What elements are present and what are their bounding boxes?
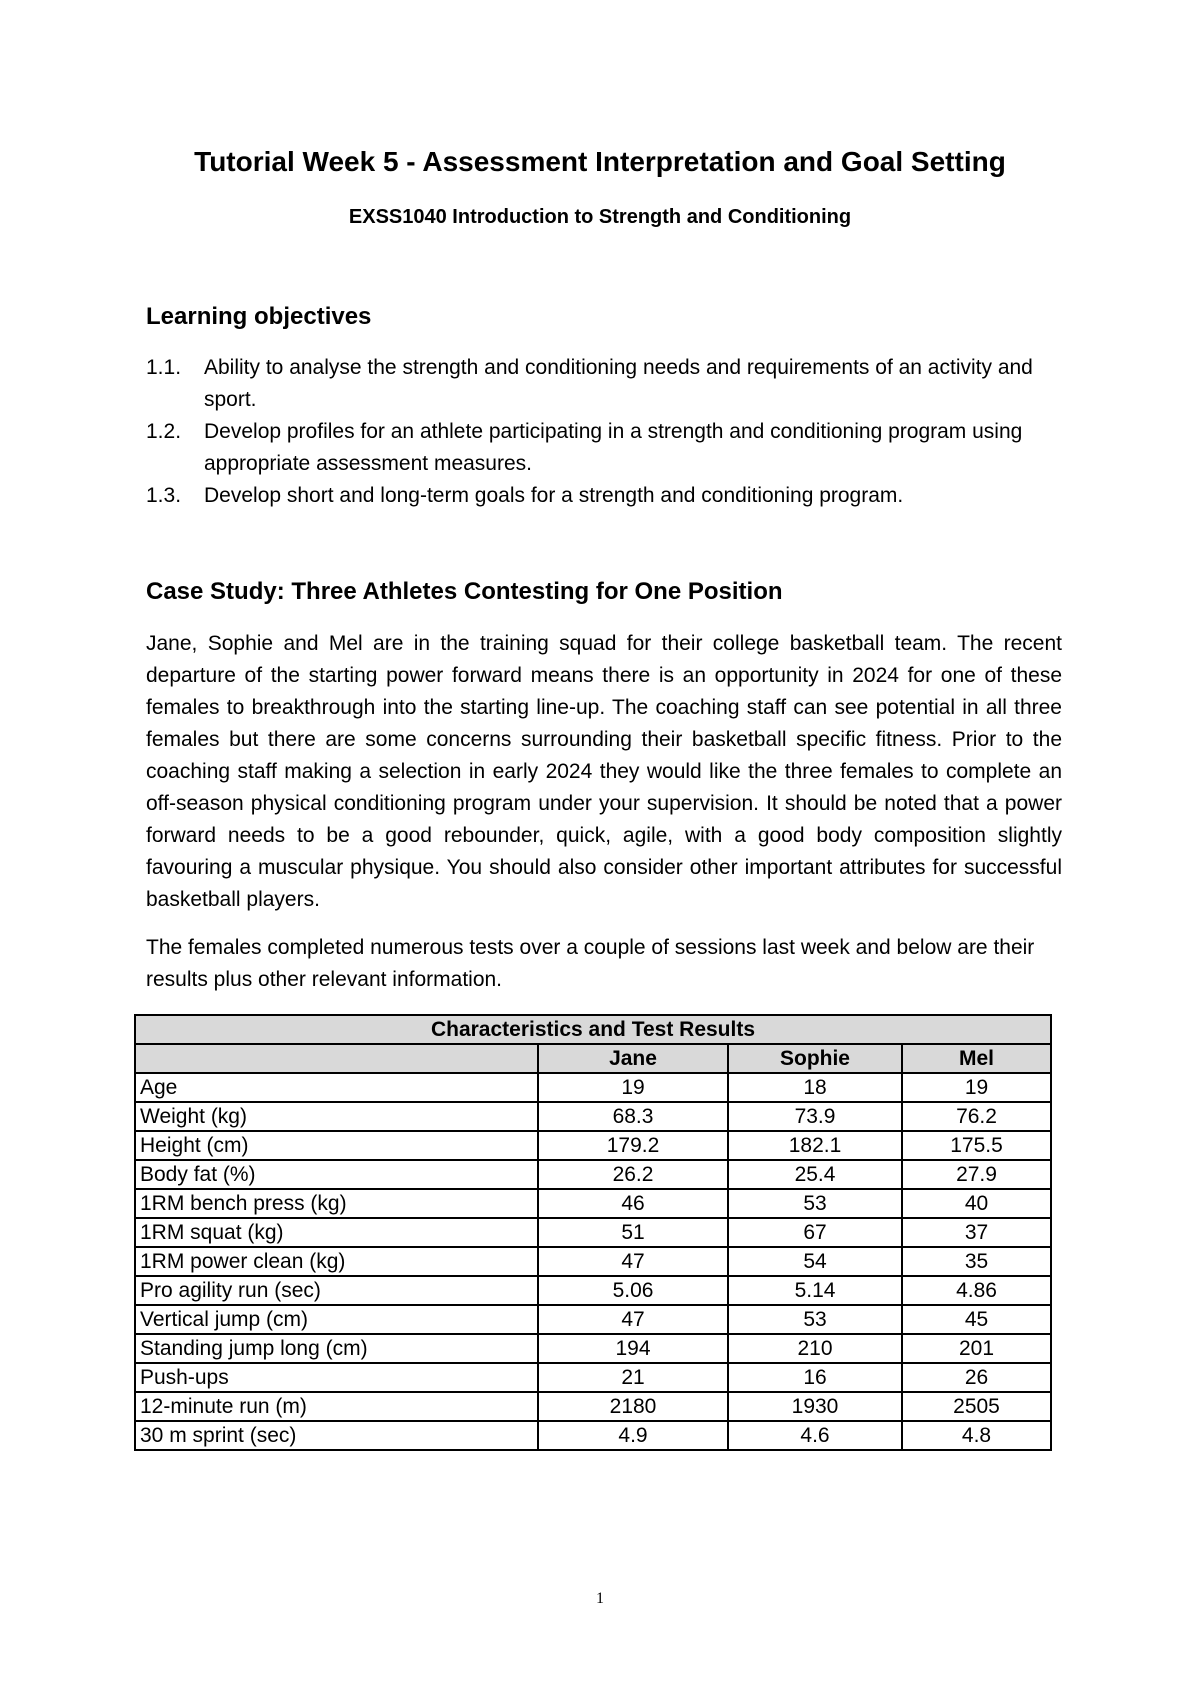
table-row bbox=[135, 1131, 1051, 1160]
case-study-heading: Case Study: Three Athletes Contesting for One Position bbox=[146, 578, 783, 605]
cell-jane: 179.2 bbox=[538, 1131, 728, 1160]
table-row bbox=[135, 1189, 1051, 1218]
table-row bbox=[135, 1276, 1051, 1305]
cell-mel: 26 bbox=[902, 1363, 1051, 1392]
learning-objectives-list bbox=[146, 352, 1066, 512]
row-label: 12-minute run (m) bbox=[135, 1392, 538, 1421]
objective-item bbox=[146, 480, 1066, 512]
document-subtitle: EXSS1040 Introduction to Strength and Conditioning bbox=[348, 206, 852, 228]
objective-number: 1.2. bbox=[146, 420, 182, 443]
row-label: Height (cm) bbox=[135, 1131, 538, 1160]
table-row bbox=[135, 1102, 1051, 1131]
row-label: 30 m sprint (sec) bbox=[135, 1421, 538, 1450]
row-label: 1RM bench press (kg) bbox=[135, 1189, 538, 1218]
cell-jane: 51 bbox=[538, 1218, 728, 1247]
row-label: 1RM power clean (kg) bbox=[135, 1247, 538, 1276]
cell-mel: 201 bbox=[902, 1334, 1051, 1363]
cell-sophie: 5.14 bbox=[728, 1276, 902, 1305]
cell-mel: 45 bbox=[902, 1305, 1051, 1334]
table-row bbox=[135, 1392, 1051, 1421]
cell-sophie: 53 bbox=[728, 1189, 902, 1218]
cell-sophie: 25.4 bbox=[728, 1160, 902, 1189]
objective-text: Develop profiles for an athlete participating in a strength and conditioning program using appropriate assessment measures. bbox=[204, 420, 1023, 475]
cell-mel: 76.2 bbox=[902, 1102, 1051, 1131]
table-row bbox=[135, 1334, 1051, 1363]
objective-text: Develop short and long-term goals for a strength and conditioning program. bbox=[204, 484, 904, 507]
objective-number: 1.1. bbox=[146, 356, 182, 379]
cell-jane: 194 bbox=[538, 1334, 728, 1363]
cell-sophie: 182.1 bbox=[728, 1131, 902, 1160]
cell-mel: 37 bbox=[902, 1218, 1051, 1247]
objective-number: 1.3. bbox=[146, 484, 182, 507]
document-title: Tutorial Week 5 - Assessment Interpretation and Goal Setting bbox=[194, 146, 1006, 177]
cell-jane: 46 bbox=[538, 1189, 728, 1218]
case-study-intro-to-results: The females completed numerous tests over a couple of sessions last week and below are their results plus other relevant information. bbox=[146, 936, 1035, 991]
row-label: Weight (kg) bbox=[135, 1102, 538, 1131]
cell-jane: 47 bbox=[538, 1305, 728, 1334]
cell-mel: 2505 bbox=[902, 1392, 1051, 1421]
table-row bbox=[135, 1073, 1051, 1102]
cell-mel: 175.5 bbox=[902, 1131, 1051, 1160]
cell-mel: 19 bbox=[902, 1073, 1051, 1102]
column-header-label bbox=[135, 1044, 538, 1073]
cell-sophie: 1930 bbox=[728, 1392, 902, 1421]
table-caption: Characteristics and Test Results bbox=[135, 1015, 1051, 1044]
cell-sophie: 16 bbox=[728, 1363, 902, 1392]
cell-jane: 26.2 bbox=[538, 1160, 728, 1189]
cell-sophie: 53 bbox=[728, 1305, 902, 1334]
row-label: Age bbox=[135, 1073, 538, 1102]
cell-jane: 68.3 bbox=[538, 1102, 728, 1131]
cell-mel: 27.9 bbox=[902, 1160, 1051, 1189]
row-label: 1RM squat (kg) bbox=[135, 1218, 538, 1247]
cell-mel: 40 bbox=[902, 1189, 1051, 1218]
cell-jane: 5.06 bbox=[538, 1276, 728, 1305]
cell-sophie: 18 bbox=[728, 1073, 902, 1102]
objective-text: Ability to analyse the strength and conditioning needs and requirements of an activity and sport. bbox=[204, 356, 1033, 411]
column-header-sophie: Sophie bbox=[728, 1044, 902, 1073]
row-label: Body fat (%) bbox=[135, 1160, 538, 1189]
cell-sophie: 73.9 bbox=[728, 1102, 902, 1131]
cell-sophie: 54 bbox=[728, 1247, 902, 1276]
cell-jane: 47 bbox=[538, 1247, 728, 1276]
table-row bbox=[135, 1421, 1051, 1450]
cell-sophie: 210 bbox=[728, 1334, 902, 1363]
table-header-row bbox=[135, 1044, 1051, 1073]
row-label: Vertical jump (cm) bbox=[135, 1305, 538, 1334]
table-row bbox=[135, 1305, 1051, 1334]
table-body bbox=[135, 1073, 1051, 1450]
page-number: 1 bbox=[596, 1590, 604, 1607]
cell-mel: 4.8 bbox=[902, 1421, 1051, 1450]
cell-jane: 2180 bbox=[538, 1392, 728, 1421]
results-table bbox=[134, 1014, 1052, 1451]
cell-jane: 21 bbox=[538, 1363, 728, 1392]
table-row bbox=[135, 1160, 1051, 1189]
table-caption-row bbox=[135, 1015, 1051, 1044]
column-header-jane: Jane bbox=[538, 1044, 728, 1073]
cell-jane: 4.9 bbox=[538, 1421, 728, 1450]
objective-item bbox=[146, 352, 1066, 416]
cell-jane: 19 bbox=[538, 1073, 728, 1102]
row-label: Pro agility run (sec) bbox=[135, 1276, 538, 1305]
row-label: Push-ups bbox=[135, 1363, 538, 1392]
table-row bbox=[135, 1218, 1051, 1247]
learning-objectives-heading: Learning objectives bbox=[146, 303, 372, 330]
cell-mel: 4.86 bbox=[902, 1276, 1051, 1305]
objective-item bbox=[146, 416, 1066, 480]
row-label: Standing jump long (cm) bbox=[135, 1334, 538, 1363]
column-header-mel: Mel bbox=[902, 1044, 1051, 1073]
table-row bbox=[135, 1247, 1051, 1276]
cell-sophie: 67 bbox=[728, 1218, 902, 1247]
table-row bbox=[135, 1363, 1051, 1392]
case-study-paragraph: Jane, Sophie and Mel are in the training squad for their college basketball team. The recent departure of the starting power forward means there is an opportunity in 2024 for one of these females to breakthrough into the starting line-up. The coaching staff can see potential in all three females but there are some concerns surrounding their basketball specific fitness. Prior to the coaching staff making a selection in early 2024 they would like the three females to complete an off-season physical conditioning program under your supervision. It should be noted that a power forward needs to be a good rebounder, quick, agile, with a good body composition slightly favouring a muscular physique. You should also consider other important attributes for successful basketball players. bbox=[146, 632, 1062, 911]
cell-sophie: 4.6 bbox=[728, 1421, 902, 1450]
cell-mel: 35 bbox=[902, 1247, 1051, 1276]
